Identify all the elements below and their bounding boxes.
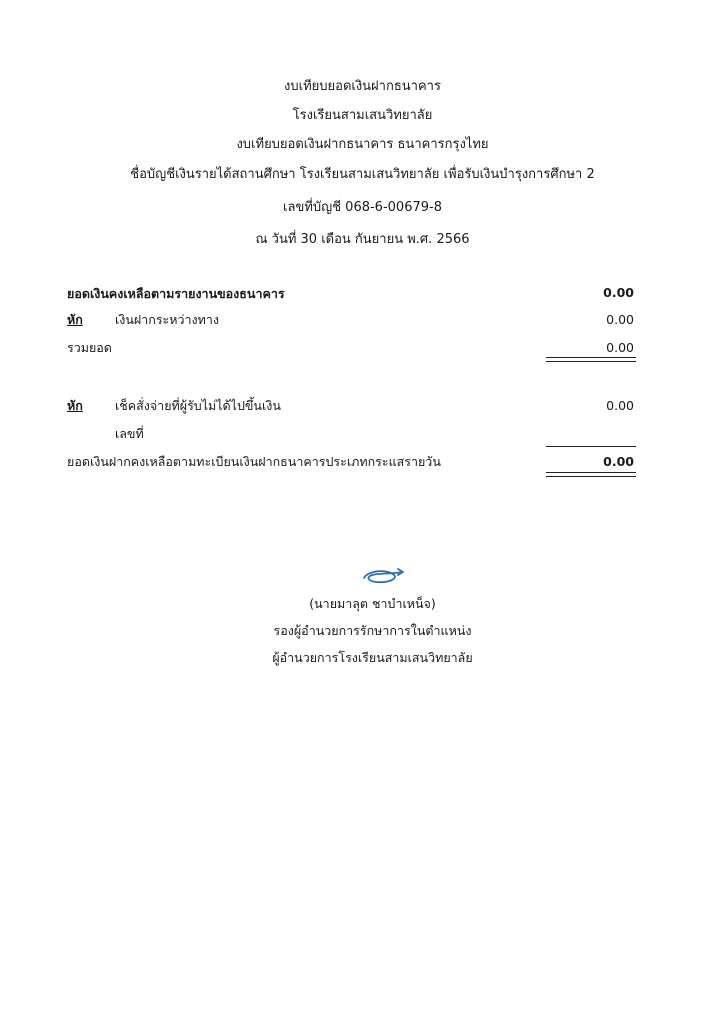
final-balance-label: ยอดเงินฝากคงเหลือตามทะเบียนเงินฝากธนาคารประเภทกระแสรายวัน <box>67 454 441 469</box>
bank-balance-value: 0.00 <box>603 285 634 300</box>
final-top-line <box>546 446 636 447</box>
signer-title-2: ผู้อำนวยการโรงเรียนสามเสนวิทยาลัย <box>272 650 473 665</box>
statement-date: ณ วันที่ 30 เดือน กันยายน พ.ศ. 2566 <box>255 232 470 247</box>
account-number: เลขที่บัญชี 068-6-00679-8 <box>283 200 442 215</box>
subtotal-value: 0.00 <box>606 340 634 355</box>
deposit-in-transit-label: เงินฝากระหว่างทาง <box>115 312 220 327</box>
outstanding-checks-label: เช็คสั่งจ่ายที่ผู้รับไม่ได้ไปขึ้นเงิน <box>115 398 281 413</box>
bank-balance-label: ยอดเงินคงเหลือตามรายงานของธนาคาร <box>67 286 285 301</box>
school-name: โรงเรียนสามเสนวิทยาลัย <box>292 108 433 123</box>
final-double-line-top <box>546 472 636 473</box>
subtotal-label: รวมยอด <box>67 340 112 355</box>
check-number-label: เลขที่ <box>115 426 144 441</box>
doc-title: งบเทียบยอดเงินฝากธนาคาร <box>284 79 441 94</box>
signer-name: (นายมาลุต ชาบำเหน็จ) <box>309 596 436 611</box>
outstanding-checks-value: 0.00 <box>606 398 634 413</box>
final-balance-value: 0.00 <box>603 454 634 469</box>
subtotal-double-line-bottom <box>546 361 636 362</box>
signature-mark <box>358 566 408 588</box>
deduct-label-2: หัก <box>67 398 83 413</box>
account-name: ชื่อบัญชีเงินรายได้สถานศึกษา โรงเรียนสามเสนวิทยาลัย เพื่อรับเงินบำรุงการศึกษา 2 <box>130 167 595 182</box>
final-double-line-bottom <box>546 476 636 477</box>
bank-subtitle: งบเทียบยอดเงินฝากธนาคาร ธนาคารกรุงไทย <box>236 137 489 152</box>
deposit-in-transit-value: 0.00 <box>606 312 634 327</box>
signer-title-1: รองผู้อำนวยการรักษาการในตำแหน่ง <box>273 623 472 638</box>
deduct-label-1: หัก <box>67 312 83 327</box>
subtotal-double-line-top <box>546 357 636 358</box>
